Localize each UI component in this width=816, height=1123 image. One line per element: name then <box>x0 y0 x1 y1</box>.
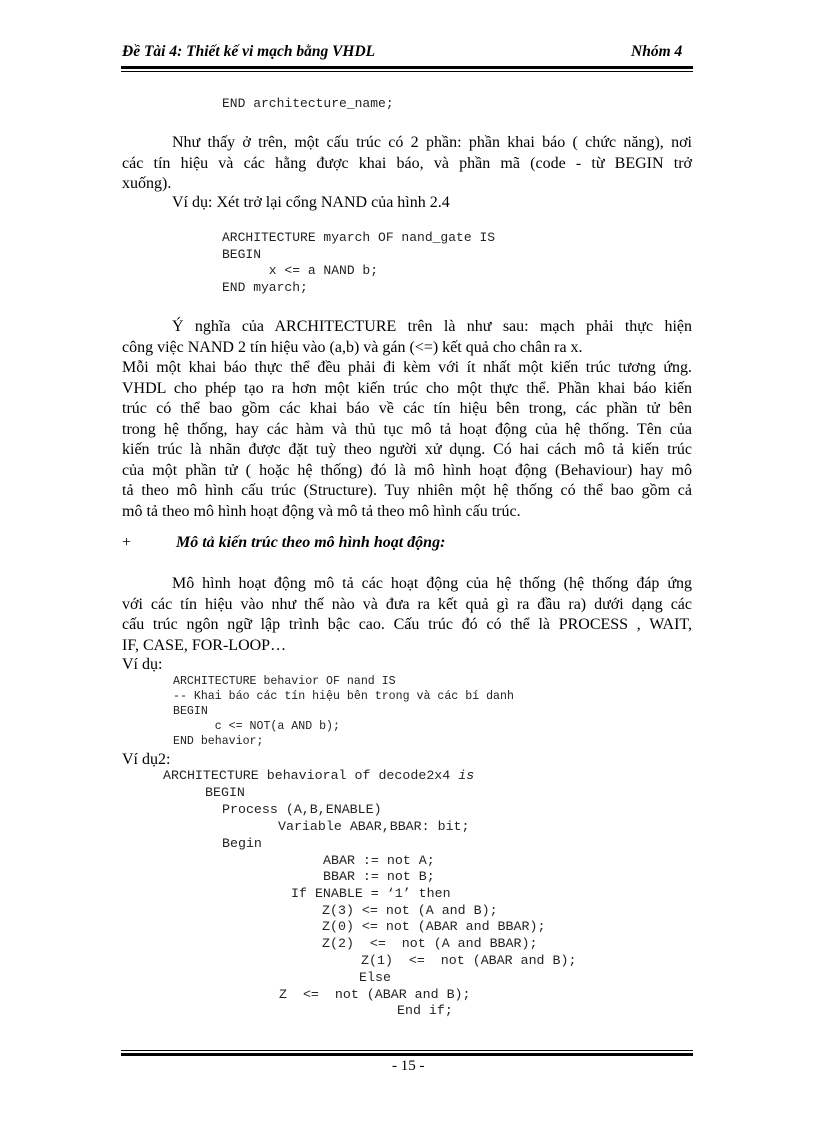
paragraph-line: mô tả theo mô hình hoạt động và mô tả theo mô hình cấu trúc. <box>122 502 521 520</box>
paragraph-structure-intro <box>122 133 692 195</box>
code-line: ARCHITECTURE myarch OF nand_gate IS <box>222 230 496 245</box>
example1-label: Ví dụ: Xét trở lại cổng NAND của hình 2.4 <box>172 194 450 211</box>
code-line: Process (A,B,ENABLE) <box>222 802 382 817</box>
paragraph-line: Mỗi một khai báo thực thể đều phải đi kèm với ít nhất một kiến trúc tương ứng. <box>122 359 692 376</box>
paragraph-line: cấu trúc ngôn ngữ lập trình bậc cao. Cấu trúc đó có thể là PROCESS , WAIT, <box>122 616 692 633</box>
page-number: - 15 - <box>392 1058 425 1074</box>
code-line: BEGIN <box>222 247 262 262</box>
code-line: ARCHITECTURE behavior OF nand IS <box>173 675 396 688</box>
code-line: If ENABLE = ‘1’ then <box>291 886 451 901</box>
code-end-architecture: END architecture_name; <box>222 96 394 111</box>
paragraph-line: trúc có thể bao gồm các khai báo về các tín hiệu bên trong, các phần tử bên <box>122 400 692 417</box>
paragraph-line: với các tín hiệu vào như thế nào và đưa ra kết quả gì ra đầu ra) dưới dạng các <box>122 595 692 613</box>
footer-rule <box>121 1053 693 1056</box>
section-bullet: + <box>122 534 132 551</box>
code-line: Z <= not (ABAR and B); <box>279 987 471 1002</box>
code-keyword: is <box>458 768 475 783</box>
example2-label: Ví dụ: <box>122 656 163 673</box>
paragraph-line: tả theo mô hình cấu trúc (Structure). Tuy nhiên một hệ thống có thể bao gồm cả <box>122 482 692 499</box>
paragraph-line: của một phần tử ( hoặc hệ thống) đó là mô hình hoạt động (Behaviour) hay mô <box>122 461 692 479</box>
code-line: -- Khai báo các tín hiệu bên trong và các bí danh <box>173 690 514 703</box>
paragraph-line: các tín hiệu và các hằng được khai báo, và phần mã (code - từ BEGIN trở <box>122 154 692 172</box>
code-line: Z(2) <= not (A and BBAR); <box>322 936 538 951</box>
code-text: ARCHITECTURE behavioral of decode2x4 <box>163 768 459 783</box>
header-title: Đề Tài 4: Thiết kế vi mạch bằng VHDL <box>122 43 376 60</box>
code-line: Z(0) <= not (ABAR and BBAR); <box>322 919 546 934</box>
paragraph-line: công việc NAND 2 tín hiệu vào (a,b) và gán (<=) kết quả cho chân ra x. <box>122 338 583 356</box>
section-title: Mô tả kiến trúc theo mô hình hoạt động: <box>176 534 446 551</box>
code-line: c <= NOT(a AND b); <box>173 720 340 733</box>
code-line: Else <box>359 970 391 985</box>
paragraph-architecture-meaning <box>122 317 692 522</box>
paragraph-line: xuống). <box>122 175 172 192</box>
code-line: BBAR := not B; <box>323 869 435 884</box>
code-line: BEGIN <box>205 785 245 800</box>
paragraph-line: trong hệ thống, hay các hàm và thủ tục mô tả hoạt động của hệ thống. Tên của <box>122 420 692 438</box>
paragraph-behavioral-model <box>122 574 692 656</box>
code-line: Z(1) <= not (ABAR and B); <box>361 953 577 968</box>
paragraph-line: Như thấy ở trên, một cấu trúc có 2 phần: phần khai báo ( chức năng), nơi <box>172 134 692 151</box>
code-line: BEGIN <box>173 705 208 718</box>
code-line <box>163 768 474 783</box>
code-line: Variable ABAR,BBAR: bit; <box>278 819 470 834</box>
code-line: x <= a NAND b; <box>222 263 379 278</box>
code-line: Z(3) <= not (A and B); <box>322 903 498 918</box>
header-rule <box>121 66 693 69</box>
code-line: END myarch; <box>222 280 308 295</box>
code-line: End if; <box>397 1003 453 1018</box>
code-line: Begin <box>222 836 262 851</box>
footer-rule-thin <box>121 1050 693 1051</box>
paragraph-line: Ý nghĩa của ARCHITECTURE trên là như sau: mạch phải thực hiện <box>172 318 692 335</box>
example3-label: Ví dụ2: <box>122 751 171 768</box>
header-rule-thin <box>121 71 693 72</box>
paragraph-line: Mô hình hoạt động mô tả các hoạt động của hệ thống (hệ thống đáp ứng <box>172 575 692 592</box>
paragraph-line: kiến trúc là nhãn được đặt tuỳ theo người xử dụng. Có hai cách mô tả kiến trúc <box>122 441 692 458</box>
code-line: ABAR := not A; <box>323 853 435 868</box>
paragraph-line: IF, CASE, FOR-LOOP… <box>122 636 287 654</box>
code-line: END behavior; <box>173 735 264 748</box>
paragraph-line: VHDL cho phép tạo ra hơn một kiến trúc cho một thực thể. Phần khai báo kiến <box>122 379 692 397</box>
header-group: Nhóm 4 <box>631 43 683 60</box>
